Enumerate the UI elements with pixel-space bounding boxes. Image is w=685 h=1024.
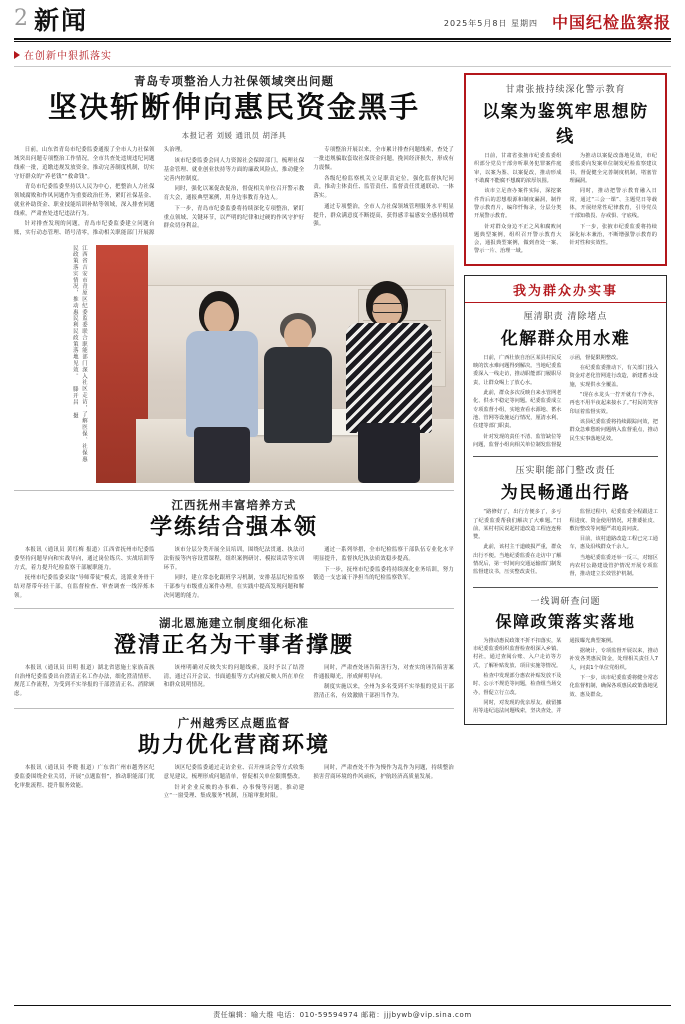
sidebar-featured-headline: 以案为鉴筑牢思想防线 — [482, 102, 649, 147]
kicker-text: 在创新中狠抓落实 — [24, 51, 112, 62]
sidebar-item-2-headline: 为民畅通出行路 — [500, 483, 631, 504]
paragraph: 抚州市纪委监委采取“导师带徒”模式，选派业务骨干结对帮带年轻干部，在监督检查、审查调查一线淬炼本领。 — [14, 575, 155, 599]
paragraph: 下一步，青岛市纪委监委将持续深化专项整治，紧盯重点领域、关键环节，以严明的纪律和过硬的作风守护好群众切身利益。 — [163, 205, 305, 230]
paragraph: 当地纪委监委还举一反三，对辖区内农村公路建设管护情况开展专项监督，推动建立长效管护机制。 — [569, 554, 658, 578]
sidebar-featured-box — [464, 73, 667, 266]
article-4-headline: 助力优化营商环境 — [137, 731, 330, 758]
paragraph: 同时，对发现的优亲厚友、截留挪用等违纪违法问题线索，坚决查处，并通报曝光典型案例。 — [473, 637, 617, 715]
article-2-body — [14, 546, 454, 601]
lead-shoulder: 青岛专项整治人力社保领域突出问题 — [134, 74, 334, 88]
paragraph: 各级纪检监察机关立足职责定位，强化监督执纪问责，推动主体责任、监管责任、监督责任贯通联动、一体落实。 — [313, 175, 454, 200]
sidebar-banner: 我为群众办实事 — [465, 276, 666, 303]
photo-person — [332, 271, 444, 483]
article-3-body — [14, 664, 454, 701]
lead-article — [14, 73, 454, 238]
paragraph: 同时，强化以案促改促治，督促相关单位召开警示教育大会，通报典型案例，用身边事教育身边人。 — [163, 186, 305, 202]
paragraph: 该县纪委监委将持续跟踪问效，把群众急难愁盼问题纳入监督重点，推动民生实事落地见效。 — [569, 418, 658, 442]
paragraph: 下一步，张掖市纪委监委将持续深化标本兼治，不断增强警示教育的针对性和实效性。 — [569, 223, 657, 247]
kicker-bar — [14, 47, 671, 62]
masthead-rule-2 — [14, 41, 671, 42]
paper-logo: 中国纪检监察报 — [551, 13, 671, 32]
paragraph: 通过一系列举措，全市纪检监察干部队伍专业化水平明显提升，监督执纪执法质效稳步提高。 — [313, 547, 454, 562]
paragraph: 在纪委监委推动下，有关部门投入资金对老化管网进行改造，新建蓄水设施，实现供水全覆盖。 — [569, 365, 658, 388]
sidebar-column — [464, 73, 667, 801]
article-3-headline: 澄清正名为干事者撑腰 — [113, 631, 354, 658]
lead-headline: 坚决斩断伸向惠民资金黑手 — [47, 90, 420, 124]
masthead-date: 2025年5月8日 星期四 — [443, 19, 538, 28]
paragraph: 日前，广西壮族自治区某县村民反映的饮水难问题得到解决。当地纪委监委深入一线走访，推动职能部门履职尽责，让群众喝上了放心水。 — [473, 354, 562, 386]
paragraph: 通过专项整治，全市人力社保领域管理服务水平明显提升，群众满意度不断提高，获得感幸福感安全感持续增强。 — [313, 203, 454, 228]
paragraph: 该州明确对反映失实的问题线索，及时予以了结澄清，通过召开会议、书面通报等方式向被反映人所在单位和群众说明情况。 — [163, 664, 305, 689]
paragraph: 下一步，该市纪委监委将健全常态化监督机制，确保各项惠民政策落地见效、惠及群众。 — [569, 674, 658, 698]
sidebar-item-2-shoulder: 压实职能部门整改责任 — [515, 466, 616, 477]
page-number: 2 — [14, 6, 28, 31]
sidebar-featured-shoulder: 甘肃张掖持续深化警示教育 — [505, 85, 626, 95]
paragraph: 该市立足查办案件实际，深挖案件背后的思想根源和制度漏洞，制作警示教育片，编印忏悔录，分层分类开展警示教育。 — [474, 188, 562, 220]
paragraph: 针对发现的责任不清、监管缺位等问题，监督小组向相关单位制发监督提示函，督促限期整改。 — [473, 354, 622, 448]
section-name: 新闻 — [34, 6, 89, 35]
sidebar-column-box — [464, 275, 667, 725]
divider — [14, 608, 454, 609]
paragraph: “现在水龙头一拧开就有干净水，再也不用半夜起来接水了。”村民的笑容印证着监督实效。 — [569, 392, 658, 415]
paragraph: 同时，推动把警示教育融入日常，通过“三会一课”、主题党日等载体，开展经常性纪律教育，引导党员干部知敬畏、存戒惧、守底线。 — [569, 188, 657, 220]
footer-text: 责任编辑：喻大维 电话：010-59594974 邮箱：jjjbywb@vip.sina.com — [213, 1011, 472, 1019]
paragraph: 为推动惠民政策不折不扣落实，某市纪委监委组织监督检查组深入乡镇、村社，通过查阅台账、入户走访等方式，了解补贴发放、项目实施等情况。 — [473, 637, 562, 669]
masthead — [14, 0, 671, 33]
article-2-headline: 学练结合强本领 — [149, 513, 318, 540]
paragraph: 监督过程中，纪委监委全程跟进工程进度、资金使用情况，对推诿扯皮、敷衍整改等问题严肃追责问责。 — [569, 509, 658, 532]
paragraph: 此前，群众多次反映自来水管网老化、供水不稳定等问题。纪委监委成立专项监督小组，实地查看水源地、蓄水池、管网等设施运行情况，厘清水利、住建等部门职责。 — [473, 390, 562, 430]
paragraph: 此前，该村主干道破损严重，群众出行不便。当地纪委监委在走访中了解情况后，第一时间向交通运输部门制发监督建议书，压实整改责任。 — [473, 544, 562, 576]
paragraph: 针对企业反映的办事难、办事慢等问题，推动建立“一窗受理、集成服务”机制，压缩审批时限。 — [163, 784, 305, 800]
sidebar-item-2 — [473, 463, 658, 580]
paragraph: 同时，建立常态化跟班学习机制，安排基层纪检监察干部参与市级重点案件办理，在实践中提高发现问题和解决问题的能力。 — [163, 575, 305, 599]
paragraph: 本报讯（通讯员 李晓 报道）广东省广州市越秀区纪委监委围绕企业关切，开展“点题监督”，推动职能部门优化审批流程、提升服务效能。 — [14, 765, 155, 789]
sidebar-item-3-body — [473, 637, 658, 716]
photo-block — [14, 245, 454, 483]
footer-rule — [14, 1005, 671, 1006]
sidebar-item-1-body — [473, 354, 658, 449]
paragraph: 据统计，专项监督开展以来，推动补发各类惠民资金，处理相关责任人7人，问责1个单位党组织。 — [569, 648, 658, 671]
paragraph: 为推动以案促改落地见效，市纪委监委向发案单位制发纪检监察建议书，督促健全完善制度机制，堵塞管理漏洞。 — [569, 153, 657, 184]
masthead-left — [14, 8, 88, 33]
paragraph: 青岛市纪委监委坚持以人民为中心，把整治人力社保领域腐败和作风问题作为重要政治任务，紧盯社保基金、就业补助资金、职业技能培训补贴等领域，深入排查问题线索，严肃查处违纪违法行为。 — [14, 184, 155, 217]
sidebar-item-1-shoulder: 厘清职责 清除堵点 — [523, 311, 608, 322]
lead-byline: 本报记者 刘媛 通讯员 胡泽具 — [181, 131, 287, 141]
page-body — [14, 73, 671, 801]
paragraph: “路修好了，出行方便多了，多亏了纪委监委帮我们解决了大难题。”日前，某村村民说起村道改造工程连连称赞。 — [473, 509, 562, 541]
article-4 — [14, 715, 454, 801]
divider — [14, 490, 454, 491]
paragraph: 针对排查发现的问题，青岛市纪委监委建立问题台账，实行动态管理、销号清零，推动相关职能部门开展源头治理。 — [14, 147, 187, 237]
article-2-shoulder: 江西抚州丰富培养方式 — [171, 497, 297, 512]
photo-person — [256, 313, 340, 483]
page-footer — [0, 1005, 685, 1020]
paragraph: 日前，甘肃省张掖市纪委监委组织部分党员干部旁听职务犯罪案件庭审，以案为鉴、以案促改，推动形成不敢腐不能腐不想腐的浓厚氛围。 — [474, 153, 562, 184]
paragraph: 该市纪委监委会同人力资源社会保障部门，梳理社保基金管理、就业创业扶持等方面的廉政风险点，推动健全完善内控制度。 — [163, 158, 305, 182]
main-column — [14, 73, 454, 801]
paragraph: 日前，山东省青岛市纪委监委通报了全市人力社保领域突出问题专项整治工作情况，全市共查处违规违纪问题线索一批，追缴违规发放资金，推动完善制度机制，切实守好群众的“养老钱”“救命钱”。 — [14, 147, 155, 180]
paragraph: 该区纪委监委通过走访企业、召开座谈会等方式收集意见建议，梳理形成问题清单，督促相关单位限期整改。 — [163, 765, 305, 780]
paragraph: 专项整治开展以来，全市累计排查问题线索，查处了一批违规骗取套取社保资金问题，挽回经济损失，形成有力震慑。 — [313, 147, 454, 171]
article-3-shoulder: 湖北恩施建立制度细化标准 — [159, 615, 309, 630]
divider — [473, 587, 658, 588]
paragraph: 检查中发现部分惠农补贴发放不及时、公示不规范等问题，检查组当场交办，督促立行立改。 — [473, 672, 562, 696]
article-2 — [14, 497, 454, 601]
masthead-rule — [14, 38, 671, 40]
divider — [14, 708, 454, 709]
paragraph: 同时，严肃查处诬告陷害行为，对查实的诬告陷害案件通报曝光，形成鲜明导向。 — [313, 664, 454, 680]
sidebar-item-3-headline: 保障政策落实落地 — [495, 611, 636, 631]
sidebar-item-2-body — [473, 508, 658, 580]
paragraph: 该市分层分类开展全员培训，围绕纪法贯通、执法司法衔接等内容设置课程，组织案例研讨、模拟谈话等实训环节。 — [163, 547, 305, 571]
paragraph: 本报讯（通讯员 田明 报道）湖北省恩施土家族苗族自治州纪委监委出台澄清正名工作办法，细化澄清情形、规范工作流程，为受到不实举报的干部澄清正名、消除顾虑。 — [14, 664, 155, 698]
kicker-rule — [14, 66, 671, 67]
paragraph: 针对群众身边不正之风和腐败问题典型案例，组织召开警示教育大会，通报典型案例，做到查处一案、警示一片、治理一域。 — [474, 223, 562, 255]
paragraph: 本报讯（通讯员 黄红梅 报道）江西省抚州市纪委监委坚持问题导向和实战导向，通过岗位练兵、实战培训等方式，着力提升纪检监察干部履职能力。 — [14, 547, 155, 571]
sidebar-item-3 — [473, 594, 658, 716]
paragraph: 下一步，抚州市纪委监委将持续深化业务培训，努力锻造一支忠诚干净担当的纪检监察铁军。 — [313, 566, 454, 582]
article-4-shoulder: 广州越秀区点题监督 — [177, 715, 291, 730]
sidebar-item-1 — [473, 309, 658, 449]
paragraph: 同时，严肃查处不作为慢作为乱作为问题，持续整治损害营商环境的作风顽疾，护航经济高质量发展。 — [313, 765, 454, 780]
sidebar-featured-body — [474, 152, 657, 256]
divider — [473, 456, 658, 457]
lead-body — [14, 146, 454, 238]
paragraph: 目前，该村道路改造工程已完工通车，惠及沿线群众千余人。 — [569, 536, 658, 551]
article-3 — [14, 615, 454, 701]
sidebar-item-3-shoulder: 一线调研查问题 — [530, 596, 601, 607]
glasses-icon — [372, 303, 404, 313]
news-photo — [96, 245, 454, 483]
photo-caption: 江西省吉安市青原区纪委监委联合职能部门深入社区走访，了解医保、社保惠民政策落实情况，推动惠民利民政策落地见效。 滕开昌 摄 — [71, 244, 87, 463]
triangle-icon — [14, 51, 20, 59]
sidebar-item-1-headline: 化解群众用水难 — [500, 328, 631, 349]
article-4-body — [14, 764, 454, 801]
paragraph: 制度实施以来，全州为多名受到不实举报的党员干部澄清正名，有效激励干部担当作为。 — [313, 684, 454, 700]
